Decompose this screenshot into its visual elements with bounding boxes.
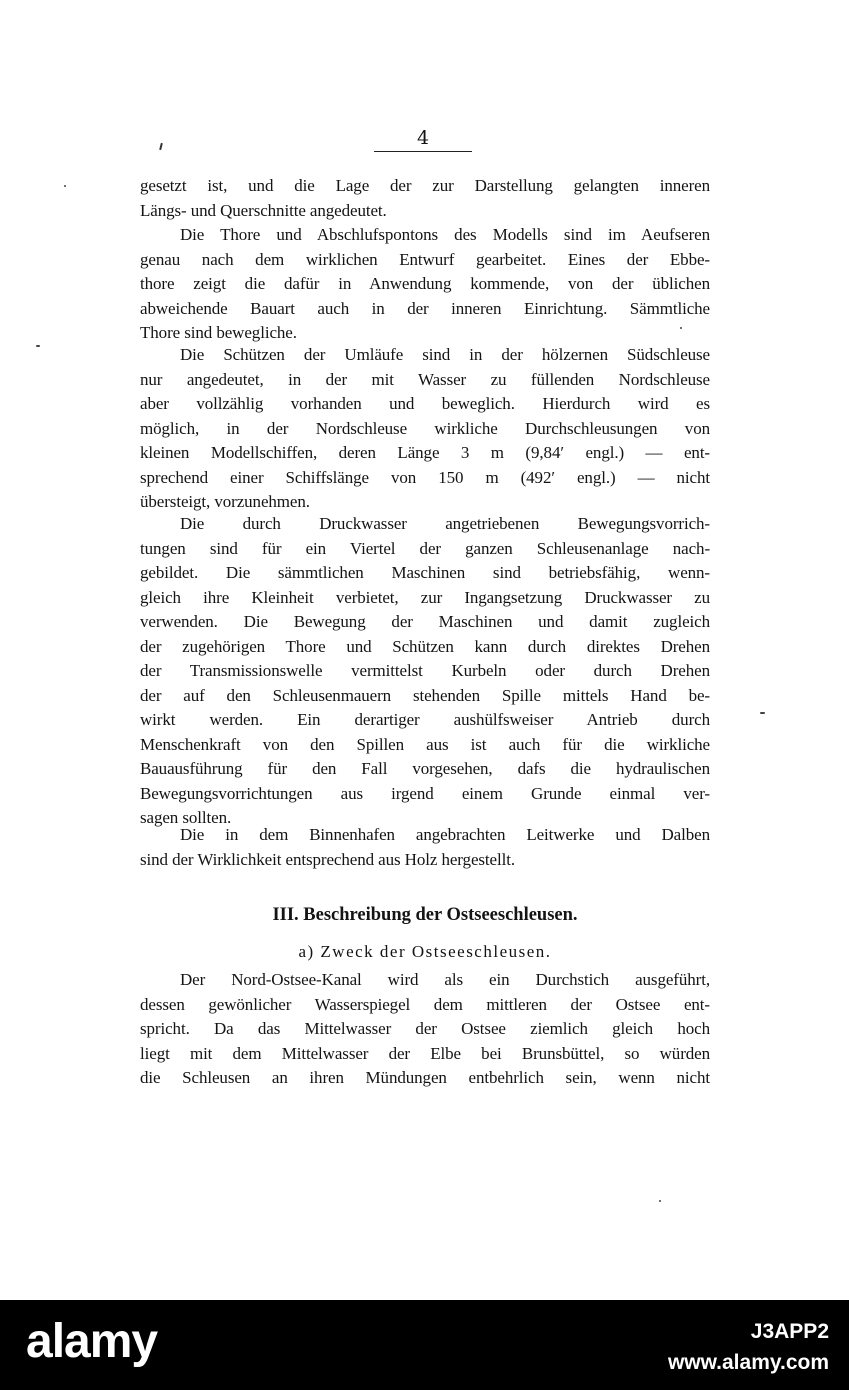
paragraph-2: [140, 223, 710, 346]
scan-speck: [36, 345, 40, 347]
text-line: übersteigt, vorzunehmen.: [140, 492, 310, 511]
text-line: Die Schützen der Umläufe sind in der hölzernen Südschleuse: [180, 345, 710, 364]
text-line: gleich ihre Kleinheit verbietet, zur Ingangsetzung Druckwasser zu: [140, 587, 710, 607]
text-line: Die durch Druckwasser angetriebenen Bewegungsvorrich-: [180, 514, 710, 533]
text-line: Der Nord-Ostsee-Kanal wird als ein Durchstich ausgeführt,: [180, 970, 710, 989]
paragraph-1: [140, 174, 710, 223]
text-line: Längs- und Querschnitte angedeutet.: [140, 200, 387, 220]
paragraph-6: [140, 968, 710, 1091]
brand-logo: alamy: [26, 1315, 158, 1368]
watermark-banner: [0, 1300, 849, 1390]
section-heading: III. Beschreibung der Ostseeschleusen.: [272, 905, 578, 925]
scan-speck: [760, 712, 765, 714]
text-line: Bauausführung für den Fall vorgesehen, dafs die hydraulischen: [140, 759, 710, 778]
scan-speck: [659, 1200, 661, 1202]
text-line: verwenden. Die Bewegung der Maschinen und damit zugleich: [140, 612, 710, 631]
text-line: Thore sind bewegliche.: [140, 323, 297, 342]
paragraph-4: [140, 512, 710, 831]
text-line: sprechend einer Schiffslänge von 150 m (492′ engl.) — nicht: [140, 467, 710, 487]
text-line: liegt mit dem Mittelwasser der Elbe bei Brunsbüttel, so würden: [140, 1043, 710, 1063]
text-line: möglich, in der Nordschleuse wirkliche Durchschleusungen von: [140, 418, 710, 438]
text-line: die Schleusen an ihren Mündungen entbehrlich sein, wenn nicht: [140, 1068, 710, 1087]
text-line: der auf den Schleusenmauern stehenden Spille mittels Hand be-: [140, 685, 710, 705]
text-line: gebildet. Die sämmtlichen Maschinen sind betriebsfähig, wenn-: [140, 563, 710, 582]
margin-mark: [159, 143, 163, 150]
text-line: aber vollzählig vorhanden und beweglich. Hierdurch wird es: [140, 394, 710, 413]
paragraph-5: [140, 823, 710, 872]
text-line: Bewegungsvorrichtungen aus irgend einem Grunde einmal ver-: [140, 783, 710, 803]
text-line: der zugehörigen Thore und Schützen kann durch direktes Drehen: [140, 636, 710, 656]
site-url: www.alamy.com: [667, 1351, 829, 1374]
text-line: spricht. Da das Mittelwasser der Ostsee ziemlich gleich hoch: [140, 1019, 710, 1038]
page-number: 4: [416, 127, 430, 149]
page-number-rule: [374, 151, 472, 152]
text-line: gesetzt ist, und die Lage der zur Darstellung gelangten inneren: [140, 176, 710, 195]
scan-speck: [680, 327, 682, 329]
scan-speck: [64, 185, 66, 187]
text-line: Die Thore und Abschlufspontons des Modells sind im Aeufseren: [180, 225, 710, 244]
text-line: tungen sind für ein Viertel der ganzen Schleusenanlage nach-: [140, 538, 710, 558]
text-line: sind der Wirklichkeit entsprechend aus Holz hergestellt.: [140, 849, 516, 869]
text-line: genau nach dem wirklichen Entwurf gearbeitet. Eines der Ebbe-: [140, 249, 710, 269]
image-id: J3APP2: [750, 1320, 829, 1343]
text-line: nur angedeutet, in der mit Wasser zu füllenden Nordschleuse: [140, 369, 710, 389]
text-line: Menschenkraft von den Spillen aus ist auch für die wirkliche: [140, 734, 710, 754]
subsection-heading: a) Zweck der Ostseeschleusen.: [298, 942, 552, 961]
text-line: der Transmissionswelle vermittelst Kurbeln oder durch Drehen: [140, 661, 710, 680]
text-line: Die in dem Binnenhafen angebrachten Leitwerke und Dalben: [180, 825, 710, 844]
text-line: abweichende Bauart auch in der inneren Einrichtung. Sämmtliche: [140, 298, 710, 318]
paragraph-3: [140, 343, 710, 515]
text-line: sagen sollten.: [140, 808, 232, 827]
text-line: wirkt werden. Ein derartiger aushülfsweiser Antrieb durch: [140, 710, 710, 729]
text-line: thore zeigt die dafür in Anwendung kommende, von der üblichen: [140, 274, 710, 293]
text-line: kleinen Modellschiffen, deren Länge 3 m (9,84′ engl.) — ent-: [140, 443, 710, 462]
text-line: dessen gewönlicher Wasserspiegel dem mittleren der Ostsee ent-: [140, 994, 710, 1014]
